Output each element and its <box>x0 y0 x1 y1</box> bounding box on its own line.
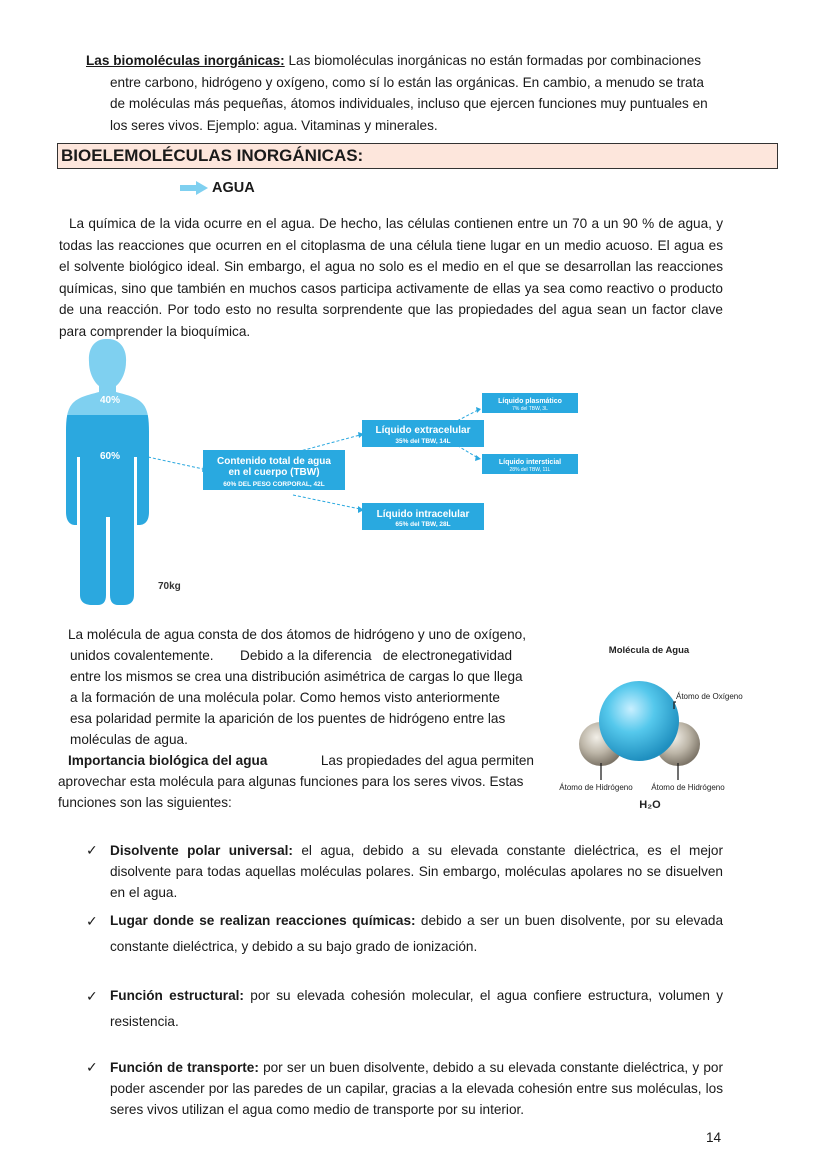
tbw-title: Contenido total de agua <box>217 456 331 467</box>
subheading-text: AGUA <box>212 180 255 196</box>
function-4-text: por ser un buen disolvente, debido a su elevada constante dieléctrica, y por poder ascender por las paredes de un capilar, gracias a la elevada cohesión entre sus moléculas, los seres vivos utilizan el agua como medio de transporte por su interior. <box>110 1060 723 1117</box>
plasma-sub: 7% del TBW, 3L <box>512 406 548 412</box>
function-2-text: debido a ser un buen disolvente, por su elevada constante dieléctrica, y debido a su bajo grado de ionización. <box>110 913 724 954</box>
function-item-4 <box>86 1057 723 1120</box>
formula: H₂O <box>639 799 661 811</box>
intro-text-1: Las biomoléculas inorgánicas no están formadas por combinaciones <box>288 53 702 68</box>
check-icon: ✓ <box>86 988 98 1004</box>
intracellular-title: Líquido intracelular <box>376 509 470 520</box>
molecule-title: Molécula de Agua <box>608 645 690 656</box>
function-4-label: Función de transporte: <box>110 1060 259 1075</box>
pct-top-label: 40% <box>100 395 121 406</box>
intro-term: Las biomoléculas inorgánicas: <box>86 53 285 68</box>
agua-subheading <box>180 180 255 196</box>
function-3-label: Función estructural: <box>110 988 244 1003</box>
page-number: 14 <box>706 1130 722 1145</box>
water-chemistry-paragraph <box>59 213 723 342</box>
function-1-text: el agua, debido a su elevada constante dieléctrica, es el mejor disolvente para todas aquellas moléculas polares. Sin embargo, moléculas apolares no se disuelven en el agua. <box>110 843 723 900</box>
mol-line-6: moléculas de agua. <box>70 732 188 747</box>
mol-line-2: unidos covalentemente. Debido a la diferencia de electronegatividad <box>70 648 513 663</box>
intro-text-3: de moléculas más pequeñas, átomos individuales, incluso que ejercen funciones muy puntuales en <box>110 96 708 111</box>
function-item-3 <box>86 983 723 1035</box>
mol-line-3: entre los mismos se crea una distribución asimétrica de cargas lo que llega <box>70 669 523 684</box>
function-item-2 <box>86 908 723 960</box>
mol-line-4: a la formación de una molécula polar. Como hemos visto anteriormente <box>70 690 500 705</box>
importance-rest: Las propiedades del agua permiten <box>320 753 534 768</box>
extracellular-title: Líquido extracelular <box>375 425 471 436</box>
oxygen-atom <box>599 681 679 761</box>
arrow-right-icon <box>180 181 208 195</box>
intro-text-4: los seres vivos. Ejemplo: agua. Vitaminas y minerales. <box>110 117 438 133</box>
hydrogen-label-right: Átomo de Hidrógeno <box>651 783 725 792</box>
mol-line-5: esa polaridad permite la aparición de los puentes de hidrógeno entre las <box>70 711 506 726</box>
intro-paragraph <box>86 50 723 136</box>
tbw-title-2: en el cuerpo (TBW) <box>228 467 320 478</box>
function-3-text: por su elevada cohesión molecular, el agua confiere estructura, volumen y resistencia. <box>110 988 724 1029</box>
interstitial-sub: 28% del TBW, 11L <box>509 467 551 473</box>
mol-line-1: La molécula de agua consta de dos átomos de hidrógeno y uno de oxígeno, <box>68 627 526 642</box>
weight-label: 70kg <box>158 581 181 592</box>
check-icon: ✓ <box>86 1059 98 1075</box>
check-icon: ✓ <box>86 913 98 929</box>
pct-bottom-label: 60% <box>100 451 121 462</box>
oxygen-label: Átomo de Oxígeno <box>676 692 743 701</box>
water-molecule-figure <box>548 637 748 817</box>
importance-label: Importancia biológica del agua <box>68 753 268 768</box>
body-water-infographic <box>58 337 598 617</box>
interstitial-title: Líquido intersticial <box>498 459 562 466</box>
function-2-label: Lugar donde se realizan reacciones químicas: <box>110 913 416 928</box>
mol-line-8: aprovechar esta molécula para algunas funciones para los seres vivos. Estas <box>58 774 524 789</box>
extracellular-sub: 35% del TBW, 14L <box>395 438 451 445</box>
check-icon: ✓ <box>86 842 98 858</box>
intro-line-1 <box>86 50 723 72</box>
function-item-1 <box>86 840 723 903</box>
human-silhouette <box>58 337 158 615</box>
plasma-title: Líquido plasmático <box>498 398 562 405</box>
tbw-sub: 60% DEL PESO CORPORAL, 42L <box>223 481 325 488</box>
molecule-description <box>58 624 534 813</box>
mol-line-9: funciones son las siguientes: <box>58 795 232 810</box>
mol-line-7 <box>68 750 534 771</box>
function-1-label: Disolvente polar universal: <box>110 843 293 858</box>
section-title: BIOELEMOLÉCULAS INORGÁNICAS: <box>57 143 778 169</box>
hydrogen-label-left: Átomo de Hidrógeno <box>559 783 633 792</box>
intro-rest <box>86 72 723 137</box>
intracellular-sub: 65% del TBW, 28L <box>395 521 451 528</box>
intro-text-2: entre carbono, hidrógeno y oxígeno, como sí lo están las orgánicas. En cambio, a menudo se trata <box>110 74 704 90</box>
paragraph1-text: La química de la vida ocurre en el agua. De hecho, las células contienen entre un 70 a un 90 % de agua, y todas las reacciones que ocurren en el citoplasma de una célula tiene lugar en un medio acuoso. El agua es el solvente biológico ideal. Sin embargo, el agua no solo es el medio en el que se desarrollan las reacciones químicas, sino que también en muchos casos participa activamente de ellas ya sea como reactivo o producto de una reacción. Por todo esto no resulta sorprendente que las propiedades del agua sean un factor clave para comprender la bioquímica. <box>59 216 723 339</box>
